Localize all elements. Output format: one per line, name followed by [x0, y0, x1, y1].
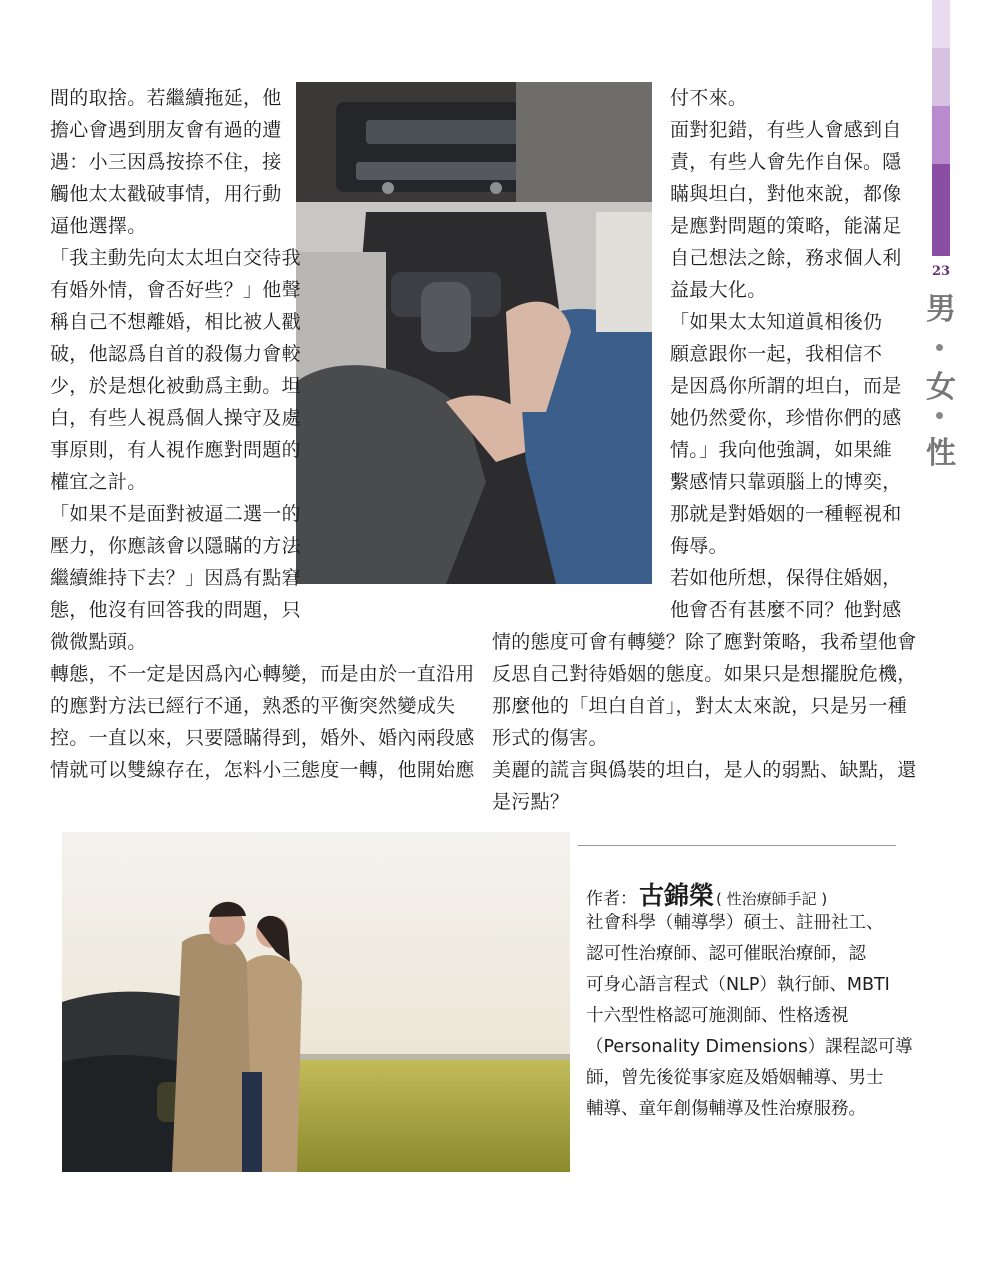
left-text-line: 情就可以雙線存在，怎料小三態度一轉，他開始應 [50, 759, 475, 781]
author-divider [578, 845, 896, 846]
left-text-line: 事原則，有人視作應對問題的 [50, 439, 301, 461]
side-band-deep [932, 164, 950, 256]
section-char-nv: 女 [926, 370, 956, 405]
section-dot [936, 344, 943, 351]
section-char-xing: 性 [926, 436, 956, 471]
side-band-light [932, 0, 950, 48]
right-text-line: 是因爲你所謂的坦白，而是 [670, 375, 902, 397]
right-text-line: 反思自己對待婚姻的態度。如果只是想擺脫危機， [492, 663, 917, 685]
right-text-line: 是污點？ [492, 791, 570, 813]
author-label: 作者： [586, 889, 637, 909]
right-text-line: 願意跟你一起，我相信不 [670, 343, 883, 365]
left-text-line: 「如果不是面對被逼二選一的 [50, 503, 301, 525]
left-text-line: 的應對方法已經行不通，熟悉的平衡突然變成失 [50, 695, 456, 717]
right-text-line: 是應對問題的策略，能滿足 [670, 215, 902, 237]
left-text-line: 繼續維持下去？」因爲有點窘 [50, 567, 301, 589]
left-text-line: 觸他太太戳破事情，用行動 [50, 183, 282, 205]
right-text-line: 那就是對婚姻的一種輕視和 [670, 503, 902, 525]
right-text-line: 那麼他的「坦白自首」，對太太來說，只是另一種 [492, 695, 908, 717]
left-text-line: 白，有些人視爲個人操守及處 [50, 407, 301, 429]
right-text-line: 情。」我向他強調，如果維 [670, 439, 893, 461]
author-heading [586, 876, 827, 912]
left-text-line: 間的取捨。若繼續拖延，他 [50, 87, 282, 109]
side-band-mid [932, 48, 950, 106]
right-text-line: 美麗的謊言與僞裝的坦白，是人的弱點、缺點，還 [492, 759, 917, 781]
right-text-line: 形式的傷害。 [492, 727, 608, 749]
left-text-line: 「我主動先向太太坦白交待我 [50, 247, 301, 269]
section-dot [936, 412, 943, 419]
section-char-nan: 男 [926, 292, 956, 327]
author-bio-line: 輔導、童年創傷輔導及性治療服務。 [586, 1099, 866, 1119]
right-text-line: 「如果太太知道眞相後仍 [670, 311, 883, 333]
left-text-line: 少，於是想化被動爲主動。坦 [50, 375, 301, 397]
right-text-line: 自己想法之餘，務求個人利 [670, 247, 902, 269]
page-number: 23 [931, 264, 951, 279]
left-text-line: 控。一直以來，只要隱瞞得到，婚外、婚內兩段感 [50, 727, 475, 749]
left-text-line: 壓力，你應該會以隱瞞的方法 [50, 535, 301, 557]
right-text-line: 瞞與坦白，對他來說，都像 [670, 183, 902, 205]
right-text-line: 繫感情只靠頭腦上的博奕， [670, 471, 902, 493]
author-bio-line: 十六型性格認可施測師、性格透視 [586, 1006, 849, 1026]
right-text-line: 付不來。 [670, 87, 748, 109]
right-text-line: 情的態度可會有轉變？除了應對策略，我希望他會 [492, 631, 917, 653]
author-note: ( 性治療師手記 ) [716, 890, 828, 908]
left-text-line: 微微點頭。 [50, 631, 147, 653]
author-bio-line: 可身心語言程式（NLP）執行師、MBTI [586, 975, 890, 995]
right-text-line: 侮辱。 [670, 535, 728, 557]
car-interior-photo [296, 82, 652, 584]
right-text-line: 他會否有甚麼不同？他對感 [670, 599, 902, 621]
couple-field-photo [62, 832, 570, 1172]
author-bio-line: 師，曾先後從事家庭及婚姻輔導、男士 [586, 1068, 884, 1088]
author-bio-line: 社會科學（輔導學）碩士、註冊社工、 [586, 913, 884, 933]
left-text-line: 權宜之計。 [50, 471, 147, 493]
left-text-line: 轉態，不一定是因爲內心轉變，而是由於一直沿用 [50, 663, 475, 685]
left-text-line: 有婚外情，會否好些？」他聲 [50, 279, 301, 301]
author-bio-line: 認可性治療師、認可催眠治療師，認 [586, 944, 866, 964]
left-text-line: 破，他認爲自首的殺傷力會較 [50, 343, 301, 365]
author-name: 古錦榮 [639, 881, 715, 910]
side-band-dark [932, 106, 950, 164]
right-text-line: 她仍然愛你，珍惜你們的感 [670, 407, 902, 429]
right-text-line: 責，有些人會先作自保。隱 [670, 151, 902, 173]
right-text-line: 面對犯錯，有些人會感到自 [670, 119, 902, 141]
left-text-line: 稱自己不想離婚，相比被人戳 [50, 311, 301, 333]
author-bio-line: （Personality Dimensions）課程認可導 [586, 1037, 913, 1057]
left-text-line: 擔心會遇到朋友會有過的遭 [50, 119, 282, 141]
left-text-line: 態，他沒有回答我的問題，只 [50, 599, 301, 621]
left-text-line: 逼他選擇。 [50, 215, 147, 237]
right-text-line: 若如他所想，保得住婚姻， [670, 567, 902, 589]
right-text-line: 益最大化。 [670, 279, 767, 301]
left-text-line: 遇：小三因爲按捺不住，接 [50, 151, 282, 173]
